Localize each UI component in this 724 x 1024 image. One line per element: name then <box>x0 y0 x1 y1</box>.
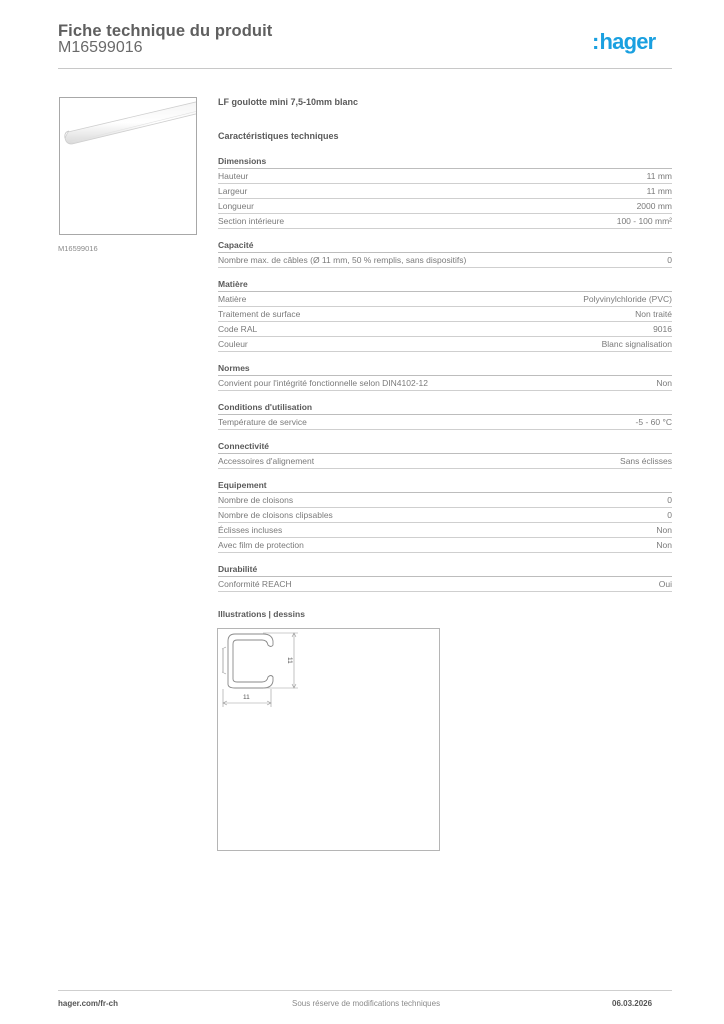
spec-value: 0 <box>667 510 672 520</box>
spec-label: Avec film de protection <box>218 540 304 550</box>
group-title: Normes <box>218 362 672 376</box>
spec-value: 11 mm <box>646 186 672 196</box>
spec-row <box>218 214 672 229</box>
hager-logo <box>592 29 655 55</box>
spec-value: 9016 <box>653 324 672 334</box>
spec-row <box>218 493 672 508</box>
spec-label: Nombre max. de câbles (Ø 11 mm, 50 % remplis, sans dispositifs) <box>218 255 467 265</box>
spec-value: Polyvinylchloride (PVC) <box>583 294 672 304</box>
spec-label: Matière <box>218 294 247 304</box>
spec-value: 0 <box>667 495 672 505</box>
spec-label: Code RAL <box>218 324 258 334</box>
illustrations-title: Illustrations | dessins <box>218 609 305 619</box>
product-image <box>59 97 197 235</box>
spec-group-connectivity <box>218 440 672 469</box>
spec-value: Non <box>656 378 672 388</box>
spec-row <box>218 169 672 184</box>
group-title: Durabilité <box>218 563 672 577</box>
spec-row <box>218 337 672 352</box>
spec-row <box>218 376 672 391</box>
spec-row <box>218 184 672 199</box>
spec-row <box>218 577 672 592</box>
spec-label: Longueur <box>218 201 254 211</box>
product-image-caption: M16599016 <box>58 244 98 253</box>
spec-label: Nombre de cloisons <box>218 495 294 505</box>
footer-website-link[interactable]: hager.com/fr-ch <box>58 999 119 1008</box>
dimension-height-label: 11 <box>286 657 293 664</box>
header-divider <box>58 68 672 69</box>
spec-row <box>218 538 672 553</box>
spec-label: Nombre de cloisons clipsables <box>218 510 333 520</box>
spec-value: Blanc signalisation <box>601 339 672 349</box>
spec-group-conditions <box>218 401 672 430</box>
logo-text: hager <box>599 29 656 54</box>
spec-label: Hauteur <box>218 171 249 181</box>
dimension-width-label: 11 <box>243 694 250 701</box>
spec-group-equipment <box>218 479 672 553</box>
group-title: Conditions d'utilisation <box>218 401 672 415</box>
spec-value: Oui <box>658 579 672 589</box>
cross-section-drawing-icon <box>218 629 439 850</box>
spec-group-capacity <box>218 239 672 268</box>
spec-value: 100 - 100 mm² <box>616 216 672 226</box>
footer-date: 06.03.2026 <box>612 999 653 1008</box>
spec-value: Non traité <box>635 309 672 319</box>
page-title: Fiche technique du produit <box>58 22 273 40</box>
spec-label: Éclisses incluses <box>218 525 283 535</box>
spec-value: -5 - 60 °C <box>635 417 672 427</box>
spec-value: 2000 mm <box>636 201 672 211</box>
spec-label: Accessoires d'alignement <box>218 456 315 466</box>
illustration-drawing <box>217 628 440 851</box>
spec-row <box>218 292 672 307</box>
spec-row <box>218 523 672 538</box>
group-title: Connectivité <box>218 440 672 454</box>
logo-colon: : <box>592 29 599 54</box>
spec-row <box>218 322 672 337</box>
footer-disclaimer: Sous réserve de modifications techniques <box>292 999 441 1008</box>
product-name: LF goulotte mini 7,5-10mm blanc <box>218 97 359 107</box>
spec-group-material <box>218 278 672 352</box>
spec-value: Non <box>656 525 672 535</box>
spec-value: 11 mm <box>646 171 672 181</box>
spec-table <box>218 155 672 602</box>
group-title: Dimensions <box>218 155 672 169</box>
spec-label: Largeur <box>218 186 248 196</box>
spec-label: Couleur <box>218 339 248 349</box>
technical-characteristics-heading: Caractéristiques techniques <box>218 131 339 141</box>
spec-label: Température de service <box>218 417 307 427</box>
spec-label: Traitement de surface <box>218 309 301 319</box>
spec-row <box>218 415 672 430</box>
spec-label: Conformité REACH <box>218 579 292 589</box>
spec-group-standards <box>218 362 672 391</box>
spec-value: Non <box>656 540 672 550</box>
cable-duct-image-icon <box>60 98 196 234</box>
group-title: Equipement <box>218 479 672 493</box>
spec-row <box>218 253 672 268</box>
spec-group-dimensions <box>218 155 672 229</box>
spec-value: Sans éclisses <box>620 456 672 466</box>
spec-row <box>218 454 672 469</box>
group-title: Matière <box>218 278 672 292</box>
spec-row <box>218 508 672 523</box>
group-title: Capacité <box>218 239 672 253</box>
spec-label: Section intérieure <box>218 216 285 226</box>
spec-row <box>218 307 672 322</box>
spec-label: Convient pour l'intégrité fonctionnelle selon DIN4102-12 <box>218 378 429 388</box>
footer-divider <box>58 990 672 991</box>
spec-value: 0 <box>667 255 672 265</box>
spec-row <box>218 199 672 214</box>
product-code: M16599016 <box>58 39 143 56</box>
spec-group-durability <box>218 563 672 592</box>
